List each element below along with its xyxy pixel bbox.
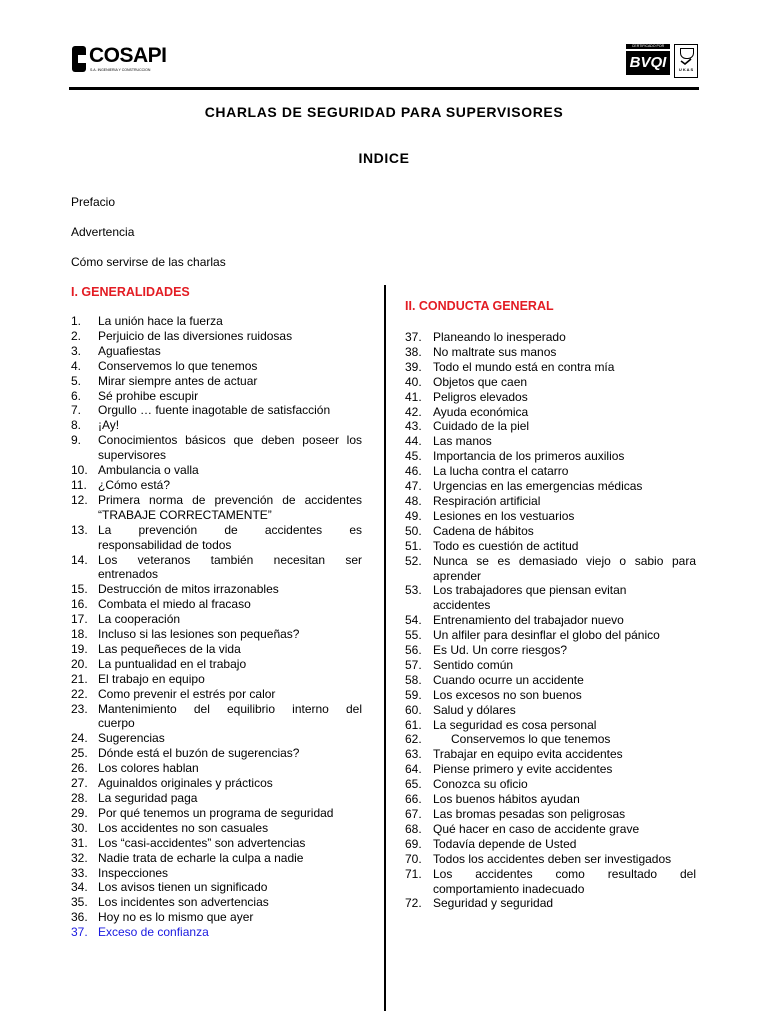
- item-number: 44.: [405, 434, 422, 449]
- item-title: Los buenos hábitos ayudan: [433, 792, 580, 807]
- item-number: 49.: [405, 508, 422, 523]
- item-title: La unión hace la fuerza: [98, 314, 223, 328]
- item-title: Los “casi-accidentes” son advertencias: [98, 835, 306, 850]
- item-number: 28.: [71, 791, 88, 805]
- item-title: Respiración artificial: [433, 493, 541, 508]
- item-title: Exceso de confianza: [98, 925, 209, 940]
- item-title-continuation: aprender: [433, 568, 482, 583]
- cosapi-logo: [72, 44, 167, 76]
- list-item: [405, 583, 696, 613]
- list-item: [71, 612, 362, 627]
- item-number: 19.: [71, 641, 88, 656]
- list-item: [71, 329, 362, 344]
- list-item: [405, 434, 696, 449]
- list-item: [71, 821, 362, 836]
- list-item: [71, 493, 362, 523]
- item-number: 60.: [405, 702, 422, 717]
- list-item: [71, 731, 362, 746]
- list-item: [405, 613, 696, 628]
- item-title: Seguridad y seguridad: [433, 896, 554, 911]
- item-title: Orgullo … fuente inagotable de satisfacción: [98, 403, 331, 418]
- list-item: [405, 688, 696, 703]
- item-number: 48.: [405, 493, 422, 508]
- item-number: 14.: [71, 552, 88, 567]
- item-number: 21.: [71, 671, 88, 686]
- item-title: ¿Cómo está?: [98, 477, 171, 492]
- item-number: 8.: [71, 418, 82, 433]
- item-title: Todo es cuestión de actitud: [433, 538, 579, 553]
- front-matter-como-servirse: Cómo servirse de las charlas: [71, 255, 226, 269]
- list-item: [405, 390, 696, 405]
- item-number: 18.: [71, 627, 88, 642]
- list-item: [405, 449, 696, 464]
- list-item: [71, 597, 362, 612]
- index-heading: INDICE: [358, 150, 410, 166]
- list-item: [405, 494, 696, 509]
- item-title: La lucha contra el catarro: [433, 464, 569, 479]
- list-item: [405, 405, 696, 420]
- item-title: Los colores hablan: [98, 761, 199, 776]
- list-item: [71, 389, 362, 404]
- item-number: 23.: [71, 701, 88, 716]
- item-number: 68.: [405, 821, 422, 836]
- list-item: [71, 627, 362, 642]
- item-title: Planeando lo inesperado: [433, 330, 566, 344]
- list-item: [71, 687, 362, 702]
- item-number: 6.: [71, 388, 82, 403]
- item-title: Objetos que caen: [433, 374, 528, 389]
- item-number: 42.: [405, 404, 422, 419]
- item-number: 72.: [405, 896, 422, 911]
- item-title-continuation: responsabilidad de todos: [98, 537, 232, 552]
- list-item: [71, 836, 362, 851]
- item-number: 39.: [405, 359, 422, 374]
- ukas-badge: [674, 44, 698, 78]
- item-title-continuation: cuerpo: [98, 716, 135, 731]
- list-item: [71, 478, 362, 493]
- list-item: [71, 880, 362, 895]
- item-title: La seguridad es cosa personal: [433, 717, 597, 732]
- item-title: Es Ud. Un corre riesgos?: [433, 643, 568, 658]
- item-number: 17.: [71, 612, 88, 627]
- list-item: [71, 851, 362, 866]
- list-item: [71, 418, 362, 433]
- item-title: La seguridad paga: [98, 791, 198, 805]
- list-item: [71, 314, 362, 329]
- list-item: [405, 419, 696, 434]
- item-number: 7.: [71, 403, 82, 418]
- item-number: 59.: [405, 687, 422, 702]
- item-title: No maltrate sus manos: [433, 344, 557, 359]
- certification-caption: CERTIFICADO POR: [626, 44, 670, 49]
- item-number: 4.: [71, 358, 82, 373]
- item-title: Entrenamiento del trabajador nuevo: [433, 613, 624, 628]
- list-item: [405, 807, 696, 822]
- bvqi-logo: BVQI: [626, 51, 670, 75]
- item-title: Nadie trata de echarle la culpa a nadie: [98, 850, 304, 865]
- index-list-generalidades: [71, 314, 362, 940]
- list-item: [71, 523, 362, 553]
- item-title: Como prevenir el estrés por calor: [98, 686, 276, 701]
- item-number: 47.: [405, 479, 422, 494]
- list-item: [71, 776, 362, 791]
- list-item: [405, 792, 696, 807]
- list-item: [71, 359, 362, 374]
- item-title-continuation: comportamiento inadecuado: [433, 881, 585, 896]
- cosapi-logo-text: COSAPI: [89, 44, 167, 67]
- front-matter-advertencia: Advertencia: [71, 225, 135, 239]
- list-item: [405, 703, 696, 718]
- item-number: 45.: [405, 449, 422, 464]
- item-number: 30.: [71, 820, 88, 835]
- item-title: Incluso si las lesiones son pequeñas?: [98, 627, 300, 642]
- item-title: Peligros elevados: [433, 389, 528, 404]
- list-item: [71, 657, 362, 672]
- item-title: Un alfiler para desinflar el globo del pánico: [433, 628, 660, 643]
- item-title: Piense primero y evite accidentes: [433, 762, 613, 777]
- item-number: 71.: [405, 866, 422, 881]
- list-item: [405, 852, 696, 867]
- item-title: Cadena de hábitos: [433, 523, 534, 538]
- item-title: Sugerencias: [98, 731, 165, 746]
- item-title-continuation: entrenados: [98, 567, 159, 582]
- section-heading-generalidades: I. GENERALIDADES: [71, 285, 190, 299]
- item-number: 26.: [71, 761, 88, 776]
- item-title: Conservemos lo que tenemos: [98, 358, 258, 373]
- checkmark-icon: [680, 58, 692, 65]
- item-number: 56.: [405, 643, 422, 658]
- ukas-label: U K A S: [678, 67, 694, 72]
- list-item: [71, 746, 362, 761]
- item-title: Mirar siempre antes de actuar: [98, 373, 258, 388]
- list-item: [71, 672, 362, 687]
- item-number: 50.: [405, 523, 422, 538]
- item-number: 65.: [405, 777, 422, 792]
- list-item: [405, 643, 696, 658]
- item-number: 12.: [71, 492, 88, 507]
- header-divider: [69, 87, 699, 90]
- cosapi-logo-icon: [72, 46, 86, 72]
- item-title: Los incidentes son advertencias: [98, 895, 269, 910]
- list-item: [71, 433, 362, 463]
- item-title: Sentido común: [433, 657, 514, 672]
- item-number: 62.: [405, 732, 422, 747]
- certification-logo: [626, 44, 698, 78]
- item-title: Salud y dólares: [433, 702, 516, 717]
- item-title: Conozca su oficio: [433, 777, 528, 792]
- item-number: 38.: [405, 344, 422, 359]
- list-item: [405, 658, 696, 673]
- list-item: [405, 777, 696, 792]
- item-number: 29.: [71, 805, 88, 820]
- item-title: Aguafiestas: [98, 343, 161, 358]
- item-number: 52.: [405, 553, 422, 568]
- item-number: 3.: [71, 343, 82, 358]
- item-title: La prevención de accidentes es: [98, 522, 362, 537]
- item-number: 27.: [71, 776, 88, 791]
- item-number: 9.: [71, 433, 82, 448]
- list-item: [71, 761, 362, 776]
- item-number: 66.: [405, 792, 422, 807]
- item-title-continuation: accidentes: [433, 598, 491, 613]
- item-number: 25.: [71, 746, 88, 761]
- column-divider: [384, 285, 386, 1011]
- item-number: 22.: [71, 686, 88, 701]
- item-number: 11.: [71, 477, 87, 492]
- item-number: 35.: [71, 895, 88, 910]
- list-item: [405, 628, 696, 643]
- item-title: Combata el miedo al fracaso: [98, 597, 251, 612]
- item-title: El trabajo en equipo: [98, 671, 205, 686]
- item-number: 1.: [71, 314, 82, 328]
- item-title: Las pequeñeces de la vida: [98, 641, 241, 656]
- item-number: 37.: [71, 925, 88, 940]
- item-title: La puntualidad en el trabajo: [98, 656, 247, 671]
- item-number: 36.: [71, 910, 88, 925]
- item-title: Los avisos tienen un significado: [98, 880, 268, 895]
- item-title: Ayuda económica: [433, 404, 529, 419]
- item-title: Los accidentes como resultado del: [433, 866, 696, 881]
- item-title: Destrucción de mitos irrazonables: [98, 582, 279, 597]
- list-item: [405, 554, 696, 584]
- item-title: Los veteranos también necesitan ser: [98, 552, 362, 567]
- item-title: Importancia de los primeros auxilios: [433, 449, 625, 464]
- item-number: 64.: [405, 762, 422, 777]
- list-item: [405, 375, 696, 390]
- item-title: Primera norma de prevención de accidentes: [98, 492, 362, 507]
- item-title: Todo el mundo está en contra mía: [433, 359, 615, 374]
- list-item: [405, 732, 696, 747]
- item-number: 53.: [405, 583, 422, 598]
- item-number: 69.: [405, 836, 422, 851]
- item-number: 67.: [405, 807, 422, 821]
- item-title: Los accidentes no son casuales: [98, 820, 269, 835]
- item-title: Los trabajadores que piensan evitan: [433, 583, 627, 598]
- list-item: [71, 642, 362, 657]
- item-number: 5.: [71, 373, 82, 388]
- item-title: Dónde está el buzón de sugerencias?: [98, 746, 300, 761]
- item-number: 31.: [71, 835, 88, 850]
- item-title: Conservemos lo que tenemos: [451, 732, 611, 747]
- item-title: La cooperación: [98, 612, 181, 627]
- item-number: 20.: [71, 656, 88, 671]
- item-number: 32.: [71, 850, 88, 865]
- item-number: 54.: [405, 613, 422, 628]
- item-number: 34.: [71, 880, 88, 895]
- list-item: [405, 673, 696, 688]
- item-title: Todavía depende de Usted: [433, 836, 577, 851]
- item-number: 57.: [405, 657, 422, 672]
- item-title: Qué hacer en caso de accidente grave: [433, 821, 640, 836]
- item-number: 46.: [405, 464, 422, 479]
- list-item: [71, 806, 362, 821]
- list-item: [71, 553, 362, 583]
- item-title: Trabajar en equipo evita accidentes: [433, 747, 623, 762]
- item-number: 51.: [405, 538, 422, 553]
- list-item: [405, 539, 696, 554]
- item-title: Aguinaldos originales y prácticos: [98, 776, 273, 791]
- item-title: Los excesos no son buenos: [433, 687, 582, 702]
- item-title: Perjuicio de las diversiones ruidosas: [98, 328, 293, 343]
- item-title: ¡Ay!: [98, 418, 120, 433]
- item-title: Nunca se es demasiado viejo o sabio para: [433, 553, 696, 568]
- list-item: [405, 867, 696, 897]
- item-number: 13.: [71, 522, 88, 537]
- list-item: [71, 925, 362, 940]
- list-item: [405, 896, 696, 911]
- item-title: Las bromas pesadas son peligrosas: [433, 807, 626, 821]
- list-item: [405, 837, 696, 852]
- item-title: Hoy no es lo mismo que ayer: [98, 910, 254, 925]
- list-item: [405, 509, 696, 524]
- list-item: [71, 895, 362, 910]
- item-title: Inspecciones: [98, 865, 169, 880]
- item-number: 70.: [405, 851, 422, 866]
- item-title: Cuando ocurre un accidente: [433, 672, 584, 687]
- list-item: [71, 866, 362, 881]
- item-title: Las manos: [433, 434, 492, 449]
- item-number: 58.: [405, 672, 422, 687]
- item-number: 40.: [405, 374, 422, 389]
- item-number: 43.: [405, 419, 422, 434]
- item-title: Cuidado de la piel: [433, 419, 530, 434]
- item-number: 63.: [405, 747, 422, 762]
- list-item: [405, 464, 696, 479]
- list-item: [405, 345, 696, 360]
- list-item: [405, 330, 696, 345]
- item-title: Lesiones en los vestuarios: [433, 508, 575, 523]
- item-title: Ambulancia o valla: [98, 463, 199, 478]
- list-item: [71, 463, 362, 478]
- list-item: [71, 702, 362, 732]
- item-title: Mantenimiento del equilibrio interno del: [98, 701, 362, 716]
- list-item: [71, 344, 362, 359]
- item-title: Sé prohibe escupir: [98, 388, 199, 403]
- list-item: [71, 582, 362, 597]
- item-number: 33.: [71, 865, 88, 880]
- item-number: 61.: [405, 717, 422, 732]
- item-number: 2.: [71, 328, 82, 343]
- list-item: [405, 524, 696, 539]
- item-title: Todos los accidentes deben ser investigados: [433, 851, 672, 866]
- item-number: 24.: [71, 731, 88, 746]
- list-item: [405, 360, 696, 375]
- list-item: [405, 822, 696, 837]
- list-item: [71, 791, 362, 806]
- list-item: [405, 762, 696, 777]
- front-matter-prefacio: Prefacio: [71, 195, 116, 209]
- item-number: 15.: [71, 582, 88, 597]
- list-item: [71, 403, 362, 418]
- item-number: 37.: [405, 330, 422, 344]
- item-title: Urgencias en las emergencias médicas: [433, 479, 643, 494]
- list-item: [405, 747, 696, 762]
- item-number: 10.: [71, 463, 88, 478]
- item-number: 16.: [71, 597, 88, 612]
- index-list-conducta-general: [405, 330, 696, 911]
- cosapi-logo-subtext: S.A. INGENIERIA Y CONSTRUCCION: [90, 68, 151, 72]
- list-item: [405, 718, 696, 733]
- item-number: 55.: [405, 628, 422, 643]
- item-title: Por qué tenemos un programa de seguridad: [98, 805, 334, 820]
- item-title-continuation: “TRABAJE CORRECTAMENTE”: [98, 507, 272, 522]
- item-title: Conocimientos básicos que deben poseer los: [98, 433, 362, 448]
- section-heading-conducta-general: II. CONDUCTA GENERAL: [405, 299, 554, 313]
- list-item: [71, 374, 362, 389]
- list-item: [71, 910, 362, 925]
- item-number: 41.: [405, 389, 422, 404]
- document-title: CHARLAS DE SEGURIDAD PARA SUPERVISORES: [204, 104, 564, 120]
- list-item: [405, 479, 696, 494]
- item-title-continuation: supervisores: [98, 448, 167, 463]
